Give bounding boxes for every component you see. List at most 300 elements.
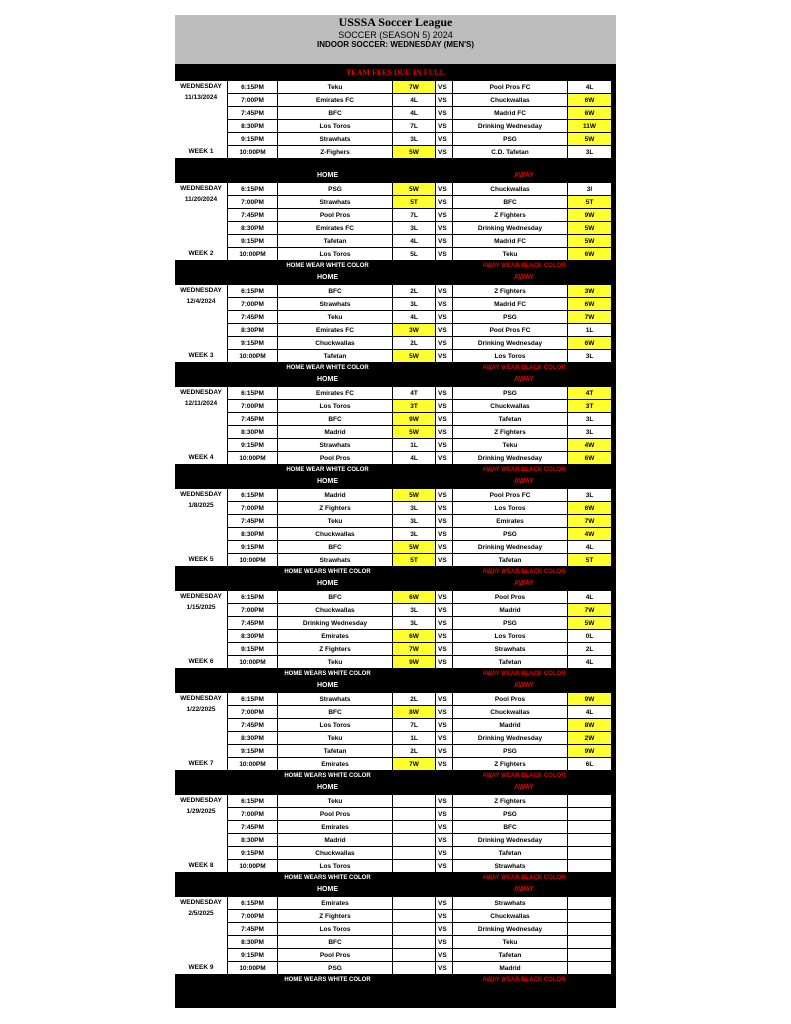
week-block xyxy=(175,81,616,158)
home-team: Emirates FC xyxy=(278,94,392,106)
game-row xyxy=(227,949,616,961)
game-row xyxy=(227,897,616,909)
home-score: 7W xyxy=(393,643,435,655)
home-team: Teku xyxy=(278,795,392,807)
away-score: 0L xyxy=(568,630,611,642)
away-team: Los Toros xyxy=(453,350,567,362)
home-away-label-row xyxy=(175,578,616,590)
home-score: 5W xyxy=(393,426,435,438)
vs-label: VS xyxy=(436,94,452,106)
game-time: 8:30PM xyxy=(228,324,277,336)
game-time: 7:00PM xyxy=(228,400,277,412)
away-team: Chuckwallas xyxy=(453,183,567,195)
home-score: 3L xyxy=(393,515,435,527)
home-score: 5W xyxy=(393,489,435,501)
game-row xyxy=(227,795,616,807)
game-row xyxy=(227,643,616,655)
vs-label: VS xyxy=(436,719,452,731)
away-score: 6W xyxy=(568,298,611,310)
away-score: 7W xyxy=(568,515,611,527)
games-grid xyxy=(227,591,616,668)
vs-label: VS xyxy=(436,541,452,553)
home-team: Strawhats xyxy=(278,439,392,451)
game-row xyxy=(227,808,616,820)
game-row xyxy=(227,706,616,718)
home-score: 3L xyxy=(393,502,435,514)
away-team: Teku xyxy=(453,439,567,451)
away-team: Drinking Wednesday xyxy=(453,732,567,744)
game-row xyxy=(227,337,616,349)
vs-label: VS xyxy=(436,834,452,846)
week-date: 11/13/2024 xyxy=(184,94,218,101)
home-score: 4L xyxy=(393,452,435,464)
game-row xyxy=(227,604,616,616)
game-row xyxy=(227,834,616,846)
home-team: Emirates xyxy=(278,630,392,642)
home-team: Los Toros xyxy=(278,120,392,132)
color-rule-row xyxy=(175,668,616,680)
away-score xyxy=(568,910,611,922)
home-team: Strawhats xyxy=(278,554,392,566)
home-team: Strawhats xyxy=(278,196,392,208)
away-team: Z Fighters xyxy=(453,426,567,438)
game-time: 7:45PM xyxy=(228,821,277,833)
away-score: 9W xyxy=(568,209,611,221)
home-score xyxy=(393,834,435,846)
home-team: Strawhats xyxy=(278,693,392,705)
week-block xyxy=(175,795,616,872)
away-score: 4L xyxy=(568,541,611,553)
vs-label: VS xyxy=(436,248,452,260)
game-row xyxy=(227,591,616,603)
home-score: 4L xyxy=(393,311,435,323)
week-day: WEDNESDAY xyxy=(180,797,222,804)
game-time: 6:15PM xyxy=(228,795,277,807)
vs-label: VS xyxy=(436,656,452,668)
away-score: 3L xyxy=(568,413,611,425)
game-row xyxy=(227,248,616,260)
game-time: 10:00PM xyxy=(228,350,277,362)
home-team: Teku xyxy=(278,515,392,527)
home-score: 9W xyxy=(393,656,435,668)
game-time: 10:00PM xyxy=(228,554,277,566)
vs-label: VS xyxy=(436,400,452,412)
away-label: AWAY xyxy=(514,274,534,281)
vs-label: VS xyxy=(436,795,452,807)
away-score: 4L xyxy=(568,591,611,603)
week-number: WEEK 2 xyxy=(188,250,214,257)
away-color-rule: AWAY WEAR BLACK COLOR xyxy=(482,263,566,269)
away-team: Drinking Wednesday xyxy=(453,120,567,132)
away-team: Tafetan xyxy=(453,847,567,859)
away-score: 2W xyxy=(568,732,611,744)
game-row xyxy=(227,489,616,501)
game-row xyxy=(227,94,616,106)
week-date: 1/22/2025 xyxy=(186,706,216,713)
game-row xyxy=(227,860,616,872)
away-color-rule: AWAY WEAR BLACK COLOR xyxy=(482,467,566,473)
games-grid xyxy=(227,897,616,974)
week-day: WEDNESDAY xyxy=(180,185,222,192)
home-team: Teku xyxy=(278,81,392,93)
home-team: BFC xyxy=(278,413,392,425)
games-grid xyxy=(227,387,616,464)
week-info xyxy=(175,183,227,260)
vs-label: VS xyxy=(436,604,452,616)
away-label: AWAY xyxy=(514,784,534,791)
vs-label: VS xyxy=(436,387,452,399)
away-label: AWAY xyxy=(514,682,534,689)
week-day: WEDNESDAY xyxy=(180,593,222,600)
vs-label: VS xyxy=(436,489,452,501)
home-team: Drinking Wednesday xyxy=(278,617,392,629)
home-score xyxy=(393,847,435,859)
away-team: PSG xyxy=(453,311,567,323)
week-number: WEEK 7 xyxy=(188,760,214,767)
away-team: BFC xyxy=(453,821,567,833)
away-score xyxy=(568,795,611,807)
away-team: Pool Pros FC xyxy=(453,489,567,501)
game-time: 7:00PM xyxy=(228,604,277,616)
week-info xyxy=(175,285,227,362)
home-team: Z Fighters xyxy=(278,910,392,922)
home-team: Los Toros xyxy=(278,860,392,872)
away-score: 9W xyxy=(568,693,611,705)
away-team: Madrid FC xyxy=(453,235,567,247)
away-score: 6W xyxy=(568,452,611,464)
home-label: HOME xyxy=(317,784,338,791)
game-time: 6:15PM xyxy=(228,897,277,909)
vs-label: VS xyxy=(436,196,452,208)
home-team: BFC xyxy=(278,591,392,603)
away-team: Drinking Wednesday xyxy=(453,452,567,464)
home-score: 9W xyxy=(393,413,435,425)
vs-label: VS xyxy=(436,515,452,527)
game-row xyxy=(227,439,616,451)
away-team: Z Fighters xyxy=(453,209,567,221)
game-row xyxy=(227,923,616,935)
home-score xyxy=(393,897,435,909)
game-time: 10:00PM xyxy=(228,452,277,464)
away-team: Tafetan xyxy=(453,949,567,961)
games-grid xyxy=(227,183,616,260)
away-score: 3L xyxy=(568,426,611,438)
home-team: Los Toros xyxy=(278,248,392,260)
away-score: 5W xyxy=(568,222,611,234)
home-team: Chuckwallas xyxy=(278,847,392,859)
game-row xyxy=(227,196,616,208)
game-time: 9:15PM xyxy=(228,541,277,553)
home-score: 7W xyxy=(393,758,435,770)
away-team: PSG xyxy=(453,528,567,540)
color-rule-row xyxy=(175,260,616,272)
away-score: 3L xyxy=(568,489,611,501)
game-time: 7:00PM xyxy=(228,94,277,106)
game-time: 9:15PM xyxy=(228,439,277,451)
home-team: Pool Pros xyxy=(278,808,392,820)
home-away-label-row xyxy=(175,374,616,386)
color-rule-row xyxy=(175,362,616,374)
home-team: Los Toros xyxy=(278,719,392,731)
home-team: Z-Fighers xyxy=(278,146,392,158)
home-score: 7W xyxy=(393,81,435,93)
vs-label: VS xyxy=(436,452,452,464)
away-team: Tafetan xyxy=(453,656,567,668)
away-score: 11W xyxy=(568,120,611,132)
game-time: 6:15PM xyxy=(228,489,277,501)
away-color-rule: AWAY WEAR BLACK COLOR xyxy=(482,365,566,371)
game-row xyxy=(227,222,616,234)
games-grid xyxy=(227,489,616,566)
week-number: WEEK 8 xyxy=(188,862,214,869)
home-away-label-row xyxy=(175,170,616,182)
home-team: PSG xyxy=(278,962,392,974)
home-team: Teku xyxy=(278,656,392,668)
week-info xyxy=(175,897,227,974)
vs-label: VS xyxy=(436,413,452,425)
game-time: 7:45PM xyxy=(228,209,277,221)
home-team: Strawhats xyxy=(278,298,392,310)
home-color-rule xyxy=(227,158,428,170)
away-color-rule: AWAY WEAR BLACK COLOR xyxy=(482,671,566,677)
away-score: 6W xyxy=(568,337,611,349)
home-away-label-row xyxy=(175,272,616,284)
away-score: 1L xyxy=(568,324,611,336)
away-team: PSG xyxy=(453,745,567,757)
home-team: Madrid xyxy=(278,426,392,438)
vs-label: VS xyxy=(436,222,452,234)
away-score xyxy=(568,834,611,846)
vs-label: VS xyxy=(436,439,452,451)
game-time: 7:45PM xyxy=(228,923,277,935)
home-team: Z Fighters xyxy=(278,502,392,514)
game-row xyxy=(227,719,616,731)
vs-label: VS xyxy=(436,936,452,948)
away-team: Strawhats xyxy=(453,897,567,909)
vs-label: VS xyxy=(436,528,452,540)
away-score: 9W xyxy=(568,745,611,757)
vs-label: VS xyxy=(436,81,452,93)
home-team: Z Fighters xyxy=(278,643,392,655)
game-time: 9:15PM xyxy=(228,847,277,859)
game-time: 6:15PM xyxy=(228,387,277,399)
vs-label: VS xyxy=(436,630,452,642)
away-team: Chuckwallas xyxy=(453,706,567,718)
week-date: 1/8/2025 xyxy=(188,502,214,509)
away-score: 8W xyxy=(568,719,611,731)
game-row xyxy=(227,630,616,642)
week-day: WEDNESDAY xyxy=(180,491,222,498)
home-score: 5W xyxy=(393,541,435,553)
home-color-rule: HOME WEAR WHITE COLOR xyxy=(286,263,369,269)
home-team: Strawhats xyxy=(278,133,392,145)
away-team: Pool Pros xyxy=(453,693,567,705)
game-time: 9:15PM xyxy=(228,643,277,655)
away-team: Drinking Wednesday xyxy=(453,541,567,553)
home-score: 3T xyxy=(393,400,435,412)
home-team: Los Toros xyxy=(278,923,392,935)
game-time: 6:15PM xyxy=(228,81,277,93)
home-color-rule: HOME WEARS WHITE COLOR xyxy=(284,977,371,983)
home-score: 3L xyxy=(393,133,435,145)
home-team: Pool Pros xyxy=(278,949,392,961)
home-score: 3L xyxy=(393,222,435,234)
game-time: 7:45PM xyxy=(228,515,277,527)
away-score xyxy=(568,821,611,833)
home-score xyxy=(393,923,435,935)
week-block xyxy=(175,183,616,260)
week-info xyxy=(175,489,227,566)
away-score xyxy=(568,860,611,872)
game-time: 9:15PM xyxy=(228,235,277,247)
game-row xyxy=(227,821,616,833)
away-score: 6W xyxy=(568,94,611,106)
away-team: PSG xyxy=(453,617,567,629)
away-score: 4L xyxy=(568,706,611,718)
vs-label: VS xyxy=(436,350,452,362)
week-number: WEEK 4 xyxy=(188,454,214,461)
home-team: BFC xyxy=(278,706,392,718)
home-label: HOME xyxy=(317,682,338,689)
home-team: BFC xyxy=(278,107,392,119)
vs-label: VS xyxy=(436,235,452,247)
game-row xyxy=(227,515,616,527)
home-color-rule: HOME WEAR WHITE COLOR xyxy=(286,365,369,371)
home-team: Emirates xyxy=(278,821,392,833)
game-row xyxy=(227,146,616,158)
game-row xyxy=(227,133,616,145)
vs-label: VS xyxy=(436,183,452,195)
home-score: 6W xyxy=(393,630,435,642)
game-time: 7:00PM xyxy=(228,910,277,922)
home-team: Emirates xyxy=(278,897,392,909)
home-team: Chuckwallas xyxy=(278,604,392,616)
week-date: 12/4/2024 xyxy=(186,298,216,305)
away-label: AWAY xyxy=(514,172,534,179)
away-team: Tafetan xyxy=(453,554,567,566)
week-number: WEEK 9 xyxy=(188,964,214,971)
away-team: Teku xyxy=(453,936,567,948)
week-date: 1/29/2025 xyxy=(186,808,216,815)
home-team: Pool Pros xyxy=(278,209,392,221)
home-score xyxy=(393,795,435,807)
vs-label: VS xyxy=(436,337,452,349)
week-block xyxy=(175,489,616,566)
away-team: PSG xyxy=(453,387,567,399)
home-score xyxy=(393,860,435,872)
away-score: 4W xyxy=(568,439,611,451)
away-team: Chuckwallas xyxy=(453,400,567,412)
game-row xyxy=(227,350,616,362)
game-row xyxy=(227,285,616,297)
game-time: 8:30PM xyxy=(228,732,277,744)
away-score: 4L xyxy=(568,656,611,668)
away-team: Drinking Wednesday xyxy=(453,337,567,349)
home-score xyxy=(393,821,435,833)
home-score xyxy=(393,910,435,922)
away-team: Z Fighters xyxy=(453,795,567,807)
vs-label: VS xyxy=(436,426,452,438)
away-score: 7W xyxy=(568,311,611,323)
game-row xyxy=(227,528,616,540)
home-score: 7L xyxy=(393,719,435,731)
away-team: Pool Pros FC xyxy=(453,81,567,93)
game-time: 7:00PM xyxy=(228,298,277,310)
vs-label: VS xyxy=(436,923,452,935)
home-label: HOME xyxy=(317,376,338,383)
away-team: Pool Pros xyxy=(453,591,567,603)
color-rule-row xyxy=(175,770,616,782)
away-label: AWAY xyxy=(514,478,534,485)
away-team: Drinking Wednesday xyxy=(453,834,567,846)
home-team: BFC xyxy=(278,936,392,948)
game-time: 7:00PM xyxy=(228,196,277,208)
home-score xyxy=(393,949,435,961)
home-score: 4L xyxy=(393,94,435,106)
game-row xyxy=(227,298,616,310)
week-date: 12/11/2024 xyxy=(184,400,218,407)
game-row xyxy=(227,502,616,514)
away-score xyxy=(568,936,611,948)
away-team: Strawhats xyxy=(453,643,567,655)
game-row xyxy=(227,209,616,221)
week-number: WEEK 5 xyxy=(188,556,214,563)
vs-label: VS xyxy=(436,617,452,629)
away-score: 5W xyxy=(568,235,611,247)
vs-label: VS xyxy=(436,808,452,820)
game-time: 9:15PM xyxy=(228,337,277,349)
home-away-label-row xyxy=(175,884,616,896)
away-score: 3W xyxy=(568,285,611,297)
vs-label: VS xyxy=(436,298,452,310)
home-color-rule: HOME WEARS WHITE COLOR xyxy=(284,671,371,677)
home-away-label-row xyxy=(175,476,616,488)
home-away-label-row xyxy=(175,782,616,794)
game-time: 7:45PM xyxy=(228,617,277,629)
home-score: 1L xyxy=(393,732,435,744)
home-team: Teku xyxy=(278,732,392,744)
away-label: AWAY xyxy=(514,376,534,383)
home-score: 4T xyxy=(393,387,435,399)
vs-label: VS xyxy=(436,285,452,297)
home-away-label-row xyxy=(175,680,616,692)
away-score xyxy=(568,923,611,935)
game-time: 8:30PM xyxy=(228,426,277,438)
away-score xyxy=(568,962,611,974)
away-team: C.D. Tafetan xyxy=(453,146,567,158)
vs-label: VS xyxy=(436,591,452,603)
away-score: 4L xyxy=(568,81,611,93)
vs-label: VS xyxy=(436,745,452,757)
vs-label: VS xyxy=(436,311,452,323)
game-time: 10:00PM xyxy=(228,656,277,668)
color-rule-row xyxy=(175,974,616,986)
home-label: HOME xyxy=(317,478,338,485)
color-rule-row xyxy=(175,566,616,578)
home-score: 5L xyxy=(393,248,435,260)
vs-label: VS xyxy=(436,107,452,119)
game-time: 7:00PM xyxy=(228,808,277,820)
away-team: PSG xyxy=(453,808,567,820)
game-row xyxy=(227,120,616,132)
week-info xyxy=(175,591,227,668)
away-score: 6W xyxy=(568,107,611,119)
home-score: 3L xyxy=(393,528,435,540)
home-team: Tafetan xyxy=(278,235,392,247)
game-row xyxy=(227,554,616,566)
away-team: Chuckwallas xyxy=(453,94,567,106)
home-score: 2L xyxy=(393,337,435,349)
